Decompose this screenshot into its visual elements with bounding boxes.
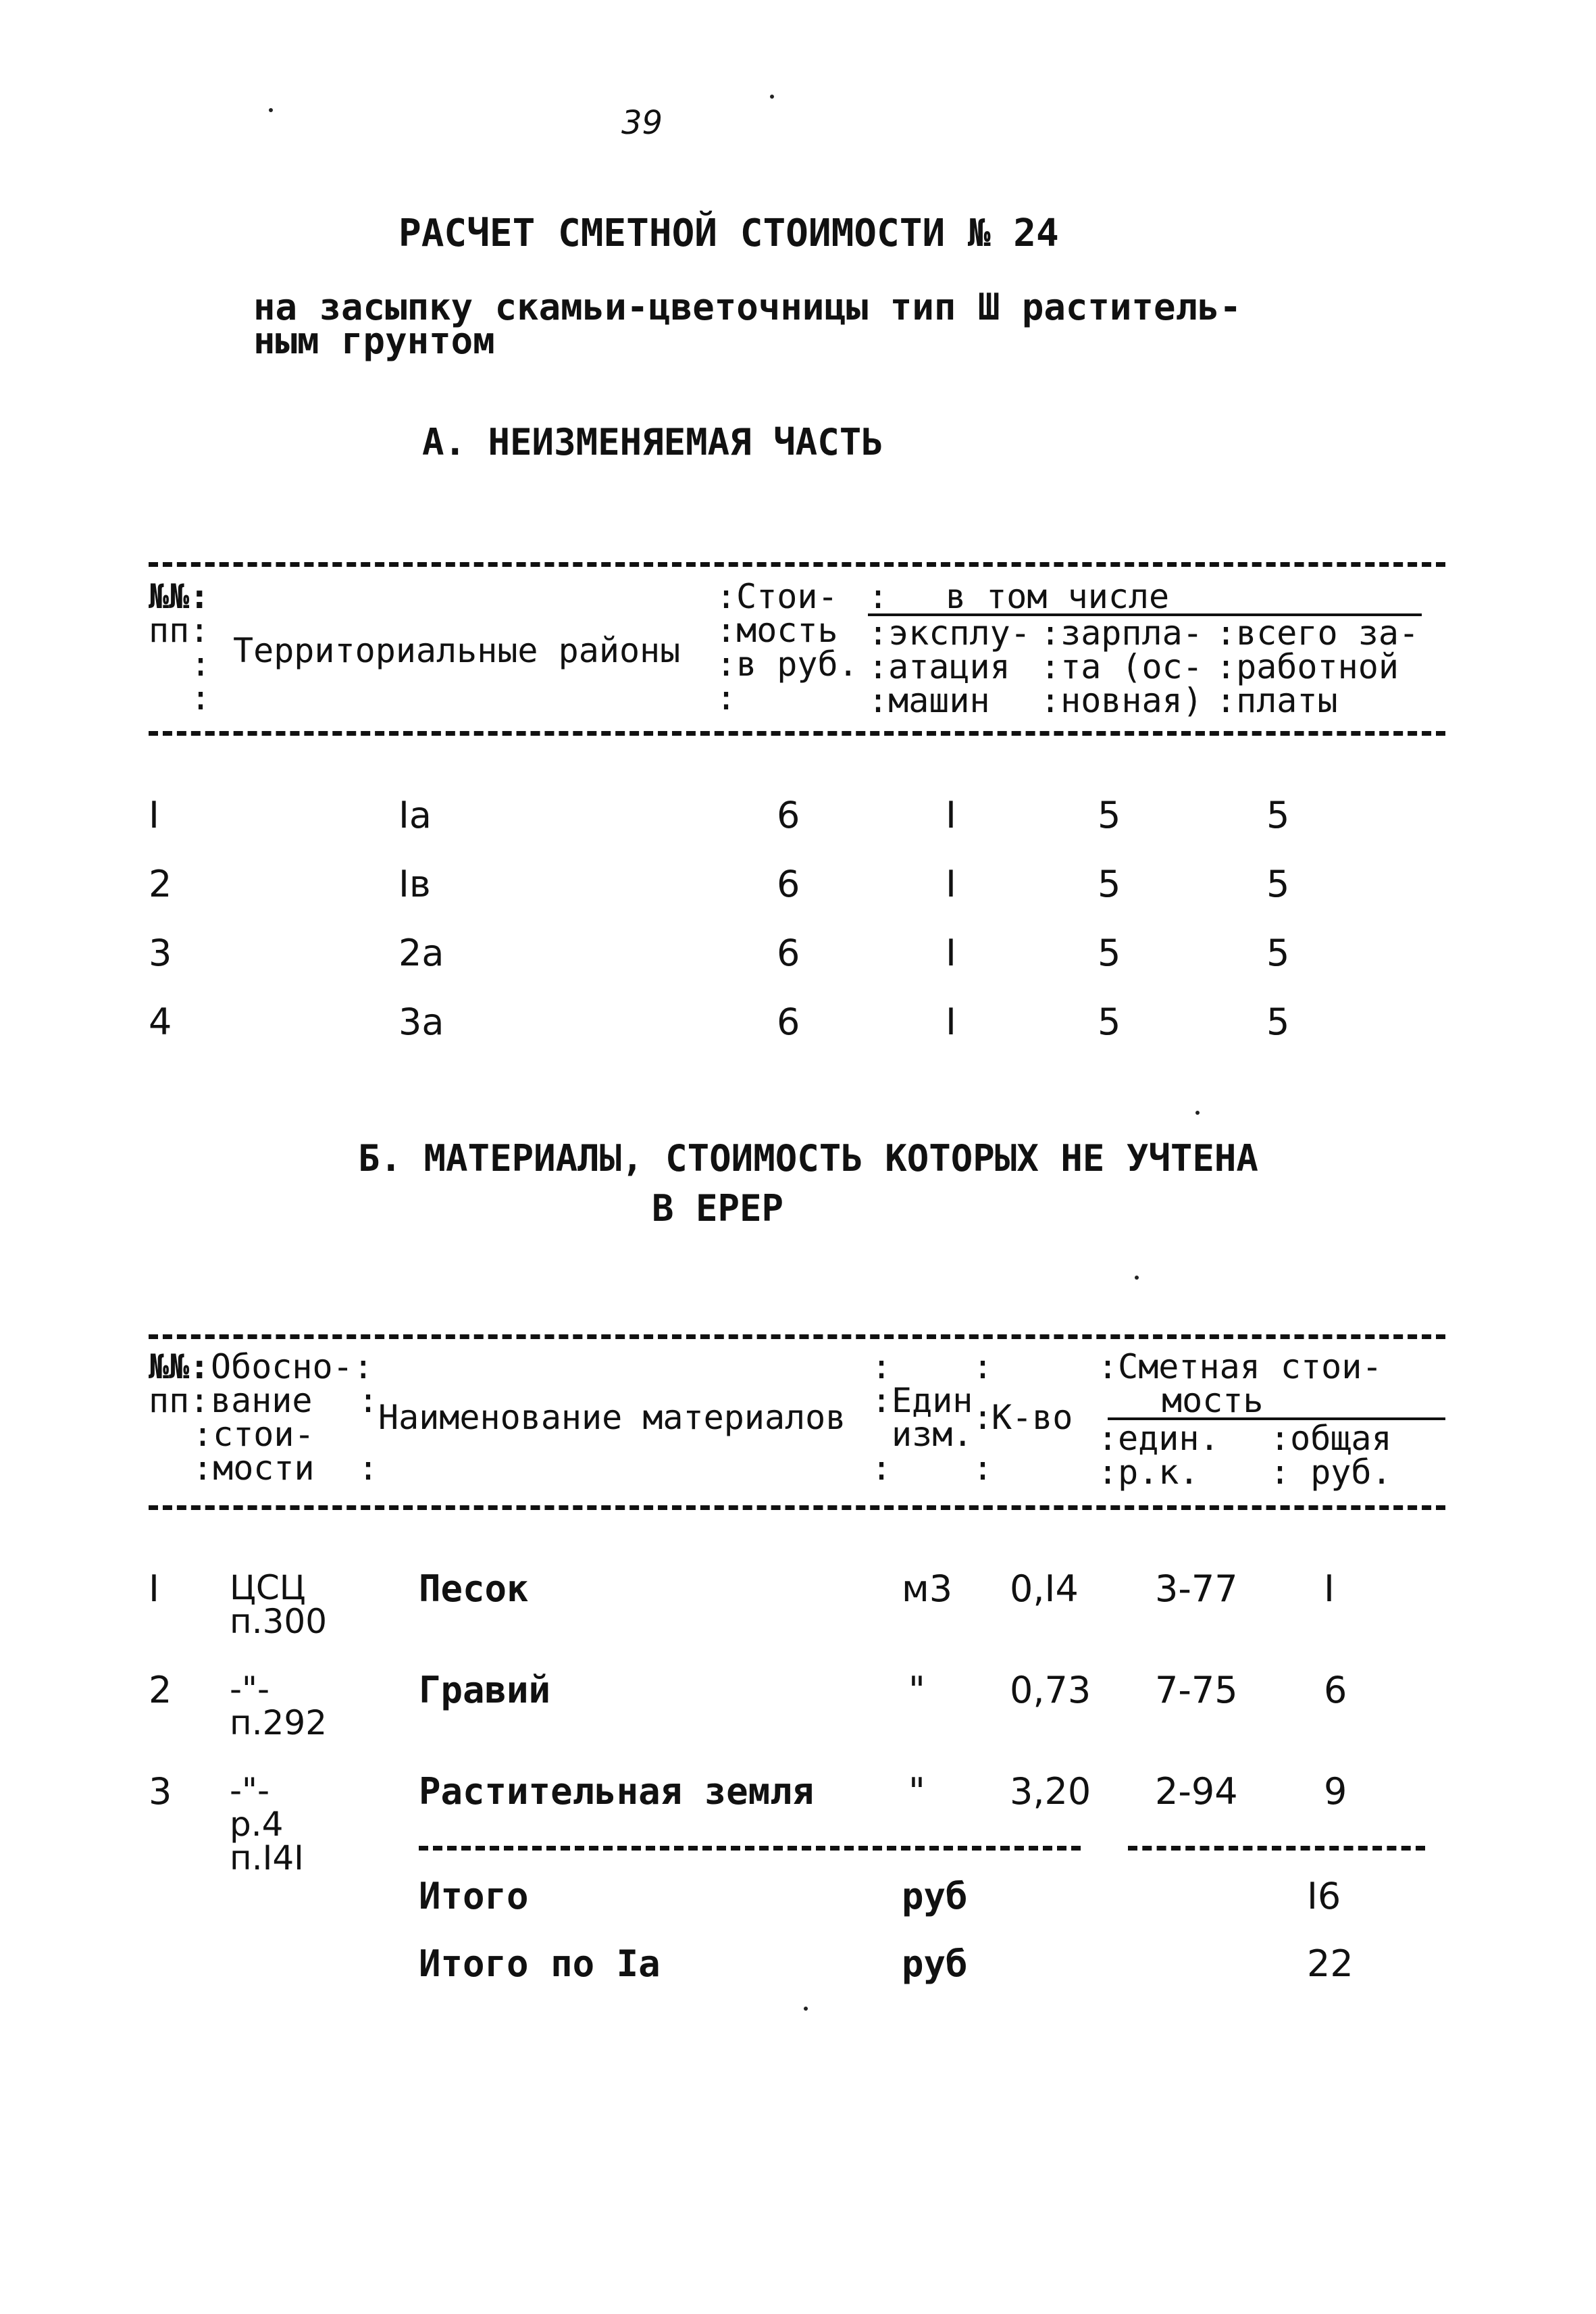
b-row-material: Песок	[419, 1567, 529, 1610]
b-est-header-2: мость	[1162, 1381, 1264, 1420]
totals-rule-left	[419, 1846, 1081, 1851]
a-row-total: 5	[1266, 932, 1290, 974]
b-price-header-1: :един.	[1098, 1419, 1220, 1458]
a-row-total: 5	[1266, 1001, 1290, 1043]
b-row-basis-2: п.292	[230, 1703, 328, 1742]
a-row-number: 3	[149, 932, 172, 974]
b-qty-colon: :	[973, 1398, 994, 1437]
a-row-exploitation: I	[946, 932, 956, 974]
a-row-district: 2а	[398, 932, 444, 974]
a-sal-header-1: :зарпла-	[1040, 613, 1203, 653]
a-districts-header: Территориальные районы	[233, 631, 681, 670]
a-row-number: I	[149, 794, 159, 836]
total-unit: руб	[902, 1875, 968, 1917]
b-row-material: Растительная земля	[419, 1770, 815, 1813]
b-row-price: 3-77	[1155, 1567, 1238, 1610]
b-row-qty: 0,73	[1010, 1669, 1091, 1711]
b-row-number: I	[149, 1567, 159, 1610]
b-row-price: 7-75	[1155, 1669, 1238, 1711]
b-unit-colon-top: :	[871, 1347, 892, 1386]
a-tot-header-2: :работной	[1216, 647, 1399, 686]
page-title: РАСЧЕТ СМЕТНОЙ СТОИМОСТИ № 24	[398, 211, 1059, 255]
b-qty-colon-bottom: :	[973, 1449, 994, 1488]
a-cost-header-4: :	[716, 678, 737, 718]
b-unit-header-2: изм.	[892, 1415, 973, 1454]
subtitle-line-2: ным грунтом	[253, 320, 495, 362]
a-num-header-1: №№:	[149, 577, 210, 616]
b-row-basis-3: п.I4I	[230, 1838, 304, 1878]
a-tot-header-3: :платы	[1216, 681, 1338, 720]
section-b-heading-1: Б. МАТЕРИАЛЫ, СТОИМОСТЬ КОТОРЫХ НЕ УЧТЕНА	[358, 1137, 1258, 1180]
b-basis-header-2: вание	[211, 1381, 313, 1420]
grand-total-unit: руб	[902, 1942, 968, 1985]
a-cost-header-3: :в руб.	[716, 645, 858, 684]
a-row-cost: 6	[777, 794, 800, 836]
a-num-header-3: :	[190, 645, 211, 684]
total-value: I6	[1307, 1875, 1341, 1917]
b-qty-colon-top: :	[973, 1347, 994, 1386]
b-est-header-1: :Сметная стои-	[1098, 1347, 1383, 1386]
b-row-unit: м3	[902, 1567, 953, 1610]
b-basis-header-3: :стои-	[192, 1415, 315, 1454]
a-row-cost: 6	[777, 932, 800, 974]
subtitle-line-1: на засыпку скамьи-цветочницы тип Ш раститель-	[253, 286, 1241, 328]
a-row-total: 5	[1266, 863, 1290, 905]
speck	[1195, 1111, 1200, 1115]
b-num-header-2: пп:	[149, 1381, 210, 1420]
b-name-colon-2: :	[358, 1449, 379, 1488]
table-b-header-rule	[149, 1505, 1445, 1510]
a-incl-header: в том числе	[946, 577, 1170, 616]
a-row-district: 3а	[398, 1001, 444, 1043]
section-b-heading-2: В ЕРЕР	[652, 1187, 784, 1230]
b-total-header-1: :общая	[1270, 1419, 1392, 1458]
grand-total-label: Итого по Iа	[419, 1942, 661, 1985]
table-a-header-rule	[149, 731, 1445, 736]
speck	[770, 95, 774, 99]
a-row-total: 5	[1266, 794, 1290, 836]
speck	[1135, 1276, 1139, 1280]
a-exp-header-3: :машин	[868, 681, 990, 720]
a-num-header-2: пп:	[149, 611, 210, 650]
b-name-header: Наименование материалов	[378, 1398, 846, 1437]
a-row-number: 4	[149, 1001, 172, 1043]
b-row-number: 2	[149, 1669, 172, 1711]
table-a-top-rule	[149, 562, 1445, 567]
b-row-unit: "	[908, 1669, 925, 1711]
b-row-total: 9	[1324, 1770, 1347, 1813]
a-row-salary: 5	[1098, 1001, 1121, 1043]
b-row-number: 3	[149, 1770, 172, 1813]
a-row-exploitation: I	[946, 863, 956, 905]
grand-total-value: 22	[1307, 1942, 1354, 1985]
b-row-price: 2-94	[1155, 1770, 1238, 1813]
a-exp-header-1: :эксплу-	[868, 613, 1031, 653]
b-row-unit: "	[908, 1770, 925, 1813]
a-row-exploitation: I	[946, 794, 956, 836]
a-row-district: Iв	[398, 863, 431, 905]
b-basis-header-4: :мости	[192, 1449, 315, 1488]
a-num-header-4: :	[190, 678, 211, 718]
speck	[269, 108, 273, 112]
speck	[804, 2007, 808, 2011]
a-row-salary: 5	[1098, 794, 1121, 836]
page-number: 39	[621, 104, 663, 142]
a-cost-header-2: :мость	[716, 611, 838, 650]
total-label: Итого	[419, 1875, 529, 1917]
a-exp-header-2: :атация	[868, 647, 1010, 686]
b-basis-header-1: Обосно-:	[211, 1347, 374, 1386]
b-num-header-1: №№:	[149, 1347, 210, 1386]
totals-rule-right	[1128, 1846, 1425, 1851]
a-sal-header-2: :та (ос-	[1040, 647, 1203, 686]
a-row-salary: 5	[1098, 932, 1121, 974]
b-price-header-2: :р.к.	[1098, 1453, 1200, 1492]
b-name-colon-1: :	[358, 1381, 379, 1420]
a-row-cost: 6	[777, 863, 800, 905]
a-row-exploitation: I	[946, 1001, 956, 1043]
a-row-salary: 5	[1098, 863, 1121, 905]
a-row-number: 2	[149, 863, 172, 905]
section-a-heading: А. НЕИЗМЕНЯЕМАЯ ЧАСТЬ	[422, 421, 883, 463]
b-row-basis-1: ЦСЦ	[230, 1568, 306, 1607]
a-cost-header-1: :Стои-	[716, 577, 838, 616]
b-row-basis-1: -"-	[230, 1771, 270, 1810]
b-row-basis-1: -"-	[230, 1669, 270, 1709]
table-b-top-rule	[149, 1334, 1445, 1339]
b-row-total: I	[1324, 1567, 1335, 1610]
b-row-material: Гравий	[419, 1669, 551, 1711]
b-qty-header: К-во	[992, 1398, 1073, 1437]
a-row-district: Iа	[398, 794, 432, 836]
a-sal-header-3: :новная)	[1040, 681, 1203, 720]
b-row-qty: 3,20	[1010, 1770, 1091, 1813]
b-row-basis-2: р.4	[230, 1805, 284, 1844]
b-total-header-2: : руб.	[1270, 1453, 1392, 1492]
b-row-total: 6	[1324, 1669, 1347, 1711]
b-row-qty: 0,I4	[1010, 1567, 1079, 1610]
a-row-cost: 6	[777, 1001, 800, 1043]
b-row-basis-2: п.300	[230, 1602, 328, 1641]
a-tot-header-1: :всего за-	[1216, 613, 1420, 653]
b-unit-colon: :	[871, 1381, 892, 1420]
b-unit-colon-bottom: :	[871, 1449, 892, 1488]
b-unit-header-1: Един	[892, 1381, 973, 1420]
a-incl-colon: :	[868, 577, 889, 616]
